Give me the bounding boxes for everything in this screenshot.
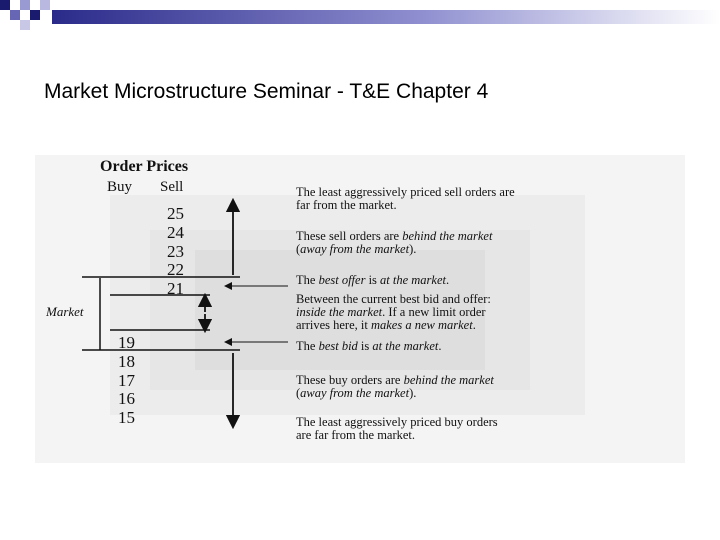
annotation-behind-buy: These buy orders are behind the market (away from the market).: [296, 373, 494, 400]
annotation-best-offer: The best offer is at the market.: [296, 273, 450, 287]
sell-price-22: 22: [167, 260, 184, 279]
sell-price-23: 23: [167, 242, 184, 261]
sell-price-25: 25: [167, 204, 184, 223]
diagram-heading: Order Prices: [100, 158, 189, 175]
market-label: Market: [46, 304, 84, 319]
buy-column-label: Buy: [107, 179, 133, 195]
annotation-far-buy: The least aggressively priced buy orders are far from the market.: [296, 415, 498, 442]
buy-price-19: 19: [118, 333, 135, 352]
sell-price-21: 21: [167, 279, 184, 298]
buy-price-18: 18: [118, 352, 135, 371]
annotation-behind-sell: These sell orders are behind the market (away from the market).: [296, 229, 493, 256]
sell-column-label: Sell: [160, 179, 184, 195]
annotation-inside-market: Between the current best bid and offer: inside the market. If a new limit order arrives here, it makes a new market.: [296, 292, 491, 332]
buy-price-15: 15: [118, 408, 135, 427]
annotation-best-bid: The best bid is at the market.: [296, 339, 442, 353]
annotation-far-sell: The least aggressively priced sell orders are far from the market.: [296, 185, 515, 212]
buy-price-16: 16: [118, 389, 135, 408]
sell-price-24: 24: [167, 223, 184, 242]
slide-title: Market Microstructure Seminar - T&E Chapter 4: [44, 80, 489, 103]
buy-price-17: 17: [118, 371, 135, 390]
